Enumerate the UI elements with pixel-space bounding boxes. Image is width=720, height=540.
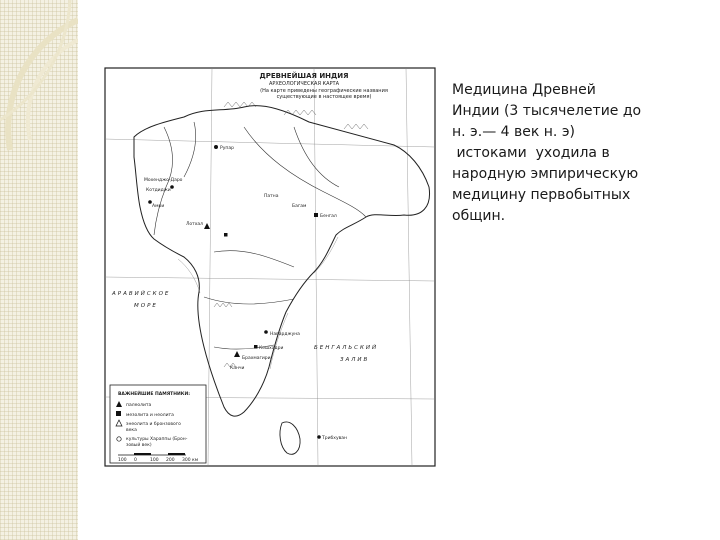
- slide-text-line: медицину первобытных: [452, 187, 631, 203]
- arabian-sea-label-2: МОРЕ: [134, 303, 158, 309]
- bengal-bay-label-1: БЕНГАЛЬСКИЙ: [314, 345, 379, 351]
- map-note-2: существующие в настоящее время): [276, 94, 372, 100]
- scale-label: 300 км: [182, 458, 199, 463]
- arabian-sea-label-1: АРАВИЙСКОЕ: [112, 291, 171, 297]
- scale-label: 100: [150, 458, 159, 463]
- slide-text-line: н. э.— 4 век н. э): [452, 124, 575, 140]
- site-marker: [254, 345, 258, 349]
- site-marker: [224, 233, 228, 237]
- site-marker: [317, 435, 321, 439]
- scale-label: 100: [118, 458, 127, 463]
- bengal-bay-label-2: ЗАЛИВ: [340, 357, 370, 363]
- map-legend: [110, 385, 206, 463]
- legend-item: мезолита и неолита: [126, 413, 174, 418]
- map-note-1: (На карте приведены географические названия: [260, 88, 388, 94]
- city-label: Рупар: [220, 146, 234, 151]
- map-title: ДРЕВНЕЙШАЯ ИНДИЯ: [259, 72, 349, 80]
- slide-text-line: истоками уходила в: [452, 145, 610, 161]
- slide-text-line: общин.: [452, 208, 506, 224]
- city-label: Лотхал: [186, 222, 204, 227]
- map-drawing: [104, 67, 436, 467]
- city-label: Брахмагири: [242, 356, 271, 361]
- legend-item: палеолита: [126, 403, 152, 408]
- slide-text: [452, 80, 682, 227]
- city-label: Багам: [292, 204, 307, 209]
- city-label: Наварджуна: [270, 332, 300, 337]
- slide-text-line: Медицина Древней: [452, 82, 596, 98]
- city-label: Мохенджо-Даро: [144, 178, 183, 183]
- legend-item: энеолита и бронзового: [126, 422, 181, 427]
- site-marker: [214, 145, 218, 149]
- site-marker: [170, 185, 174, 189]
- site-marker: [264, 330, 268, 334]
- slide-text-line: Индии (3 тысячелетие до: [452, 103, 642, 119]
- scale-label: 200: [166, 458, 175, 463]
- slide-text-line: народную эмпирическую: [452, 166, 639, 182]
- city-label: Кешхадри: [259, 346, 284, 351]
- city-label: Котдиджи: [146, 188, 171, 193]
- legend-item: века: [126, 428, 137, 433]
- city-label: Канчи: [230, 366, 245, 371]
- city-label: Патна: [264, 194, 279, 199]
- city-label: Бенгал: [320, 214, 337, 219]
- decorative-side-arcs: [0, 0, 78, 540]
- scale-label: 0: [134, 458, 137, 463]
- city-label: Амри: [152, 204, 165, 209]
- legend-item: культуры Хараппы (Брон-: [126, 437, 188, 442]
- ancient-india-map: [104, 67, 436, 467]
- legend-title: ВАЖНЕЙШИЕ ПАМЯТНИКИ:: [118, 392, 191, 397]
- site-marker: [314, 213, 318, 217]
- legend-item: зовый век): [126, 443, 152, 448]
- map-subtitle: АРХЕОЛОГИЧЕСКАЯ КАРТА: [268, 81, 340, 87]
- city-label: Трибхуван: [322, 436, 347, 441]
